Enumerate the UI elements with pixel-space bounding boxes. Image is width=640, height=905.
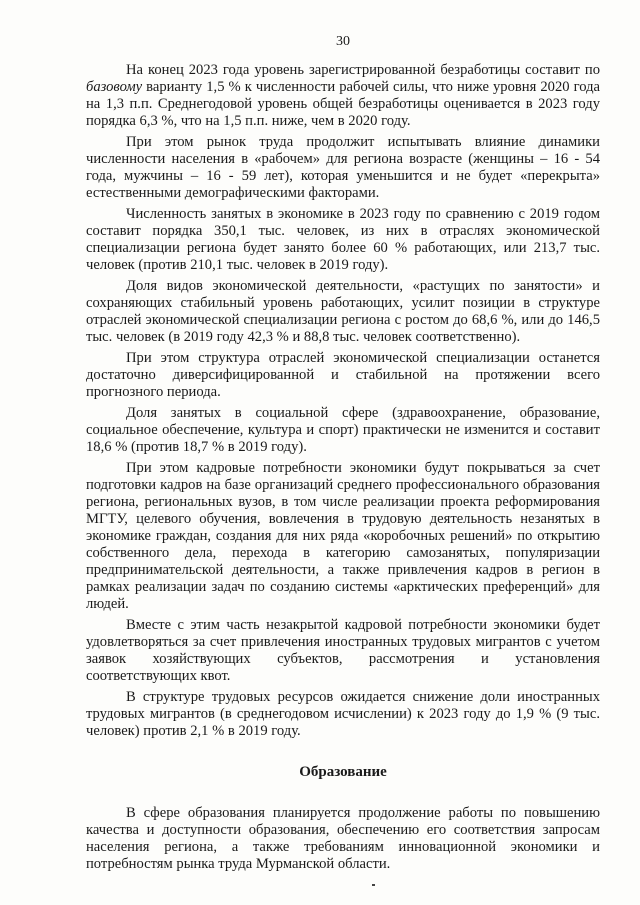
paragraph	[86, 405, 600, 456]
section-body	[86, 805, 600, 873]
paragraph	[86, 805, 600, 873]
paragraph-emphasis: базовому	[86, 79, 143, 95]
document-page	[86, 34, 600, 877]
paragraph-text: варианту 1,5 % к численности рабочей силы, что ниже уровня 2020 года на 1,3 п.п. Среднегодовой уровень общей безработицы оценивается в 2023 году порядка 6,3 %, что на 1,5 п.п. ниже, чем в 2020 году.	[86, 79, 600, 129]
paragraph-text: Вместе с этим часть незакрытой кадровой потребности экономики будет удовлетворяться за счет привлечения иностранных трудовых мигрантов с учетом заявок хозяйствующих субъектов, рассмотрения и установления соответствующих квот.	[86, 617, 600, 684]
paragraph-text: На конец 2023 года уровень зарегистрированной безработицы составит по	[126, 62, 600, 78]
paragraph	[86, 134, 600, 202]
body-text	[86, 62, 600, 740]
page-number: 30	[336, 34, 350, 49]
paragraph-text: В сфере образования планируется продолжение работы по повышению качества и доступности образования, обеспечению его соответствия запросам населения региона, а также требованиям инновационной экономики и потребностям рынка труда Мурманской области.	[86, 805, 600, 872]
paragraph	[86, 350, 600, 401]
paragraph	[86, 689, 600, 740]
paragraph-text: Доля занятых в социальной сфере (здравоохранение, образование, социальное обеспечение, культура и спорт) практически не изменится и составит 18,6 % (против 18,7 % в 2019 году).	[86, 405, 600, 455]
paragraph	[86, 206, 600, 274]
paragraph	[86, 617, 600, 685]
paragraph	[86, 460, 600, 613]
paragraph	[86, 62, 600, 130]
paragraph-text: При этом кадровые потребности экономики будут покрываться за счет подготовки кадров на базе организаций среднего профессионального образования региона, региональных вузов, в том числе реализации проекта реформирования МГТУ, целевого обучения, вовлечения в трудовую деятельность незанятых в экономике граждан, создания для них ряда «коробочных решений» по открытию собственного дела, перехода в категорию самозанятых, популяризации предпринимательской деятельности, а также привлечения кадров в регион в рамках реализации задач по созданию системы «арктических преференций» для людей.	[86, 460, 600, 612]
paragraph-text: Численность занятых в экономике в 2023 году по сравнению с 2019 годом составит порядка 350,1 тыс. человек, из них в отраслях экономической специализации региона будет занято более 60 % работающих, или 213,7 тыс. человек (против 210,1 тыс. человек в 2019 году).	[86, 206, 600, 273]
paragraph-text: При этом рынок труда продолжит испытывать влияние динамики численности населения в «рабочем» для региона возрасте (женщины – 16 - 54 года, мужчины – 16 - 59 лет), которая уменьшится и не будет «перекрыта» естественными демографическими факторами.	[86, 134, 600, 201]
paragraph-text: Доля видов экономической деятельности, «растущих по занятости» и сохраняющих стабильный уровень работающих, усилит позиции в структуре отраслей экономической специализации региона с ростом до 68,6 %, или до 146,5 тыс. человек (в 2019 году 42,3 % и 88,8 тыс. человек соответственно).	[86, 278, 600, 345]
section-heading: Образование	[299, 764, 387, 780]
scan-mark	[372, 884, 375, 886]
paragraph-text: В структуре трудовых ресурсов ожидается снижение доли иностранных трудовых мигрантов (в среднегодовом исчислении) к 2023 году до 1,9 % (9 тыс. человек) против 2,1 % в 2019 году.	[86, 689, 600, 739]
paragraph-text: При этом структура отраслей экономической специализации останется достаточно диверсифицированной и стабильной на протяжении всего прогнозного периода.	[86, 350, 600, 400]
paragraph	[86, 278, 600, 346]
